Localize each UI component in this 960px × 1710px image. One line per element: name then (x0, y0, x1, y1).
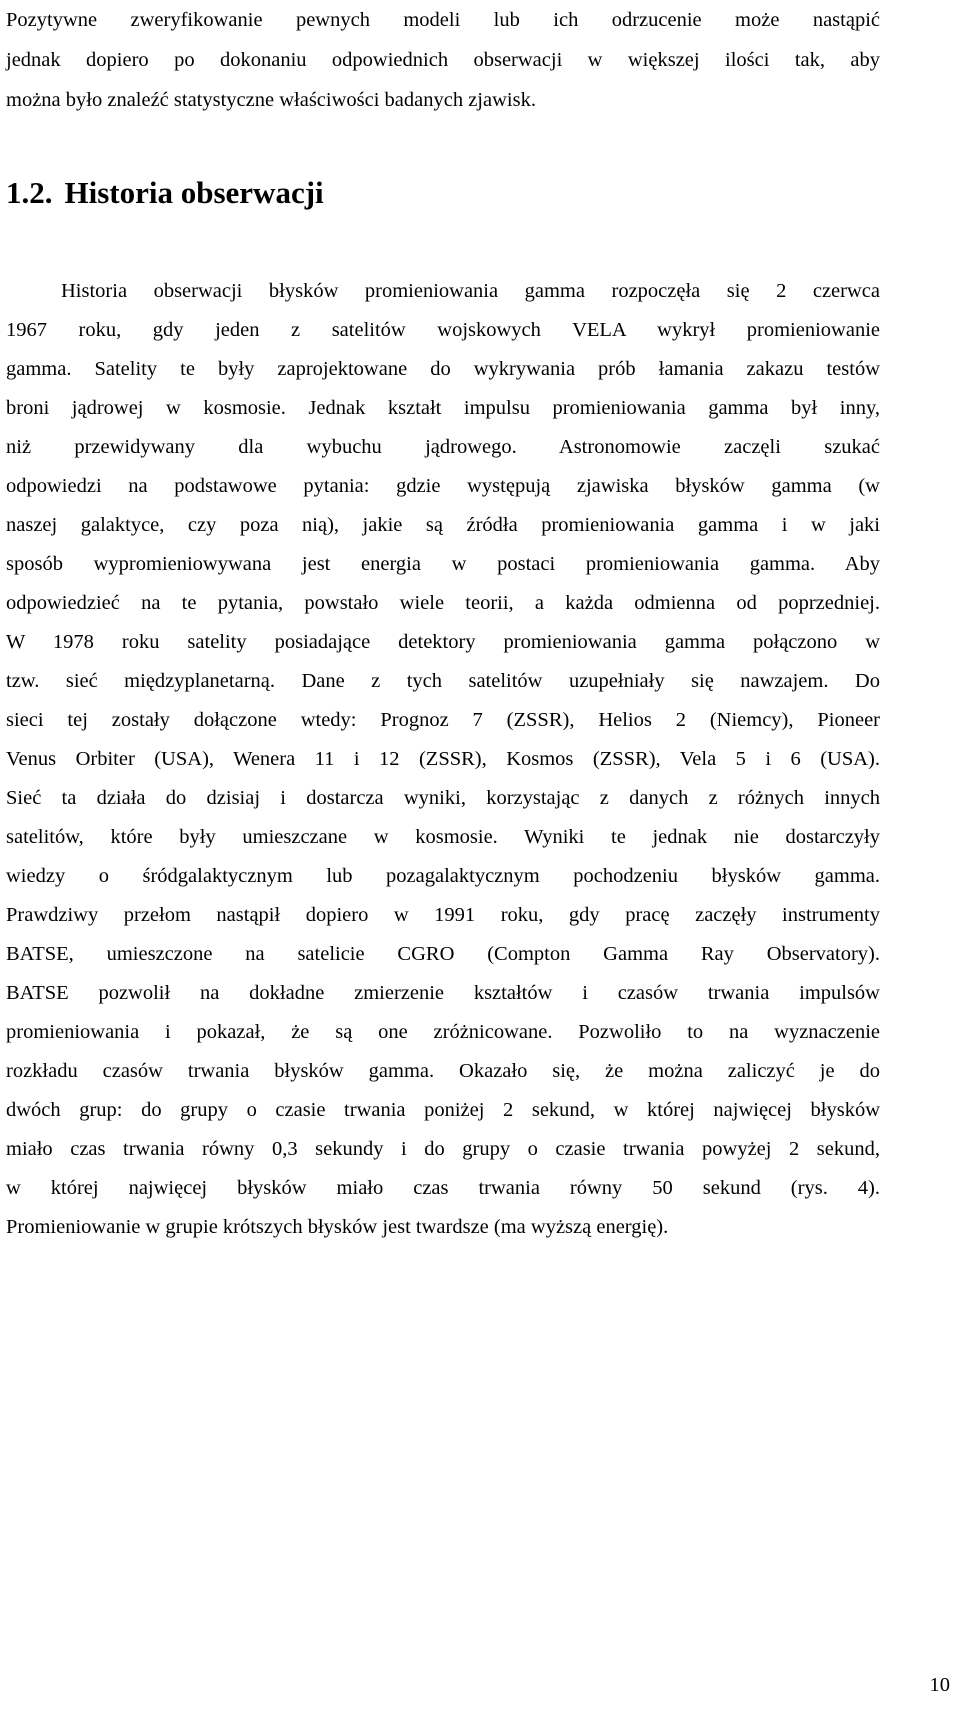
paragraph-line: sposób wypromieniowywana jest energia w postaci promieniowania gamma. Aby (6, 553, 880, 575)
section-heading (6, 171, 324, 215)
paragraph-line: Venus Orbiter (USA), Wenera 11 i 12 (ZSSR), Kosmos (ZSSR), Vela 5 i 6 (USA). (6, 748, 880, 770)
paragraph-line: można było znaleźć statystyczne właściwości badanych zjawisk. (6, 89, 536, 111)
intro-paragraph (6, 0, 880, 120)
paragraph-line: w której najwięcej błysków miało czas trwania równy 50 sekund (rys. 4). (6, 1177, 880, 1199)
paragraph-line: promieniowania i pokazał, że są one zróżnicowane. Pozwoliło to na wyznaczenie (6, 1021, 880, 1043)
paragraph-line: dwóch grup: do grupy o czasie trwania poniżej 2 sekund, w której najwięcej błysków (6, 1099, 880, 1121)
paragraph-line: sieci tej zostały dołączone wtedy: Prognoz 7 (ZSSR), Helios 2 (Niemcy), Pioneer (6, 709, 880, 731)
paragraph-line: Sieć ta działa do dzisiaj i dostarcza wyniki, korzystając z danych z różnych innych (6, 787, 880, 809)
paragraph-line: miało czas trwania równy 0,3 sekundy i do grupy o czasie trwania powyżej 2 sekund, (6, 1138, 880, 1160)
paragraph-line: Promieniowanie w grupie krótszych błysków jest twardsze (ma wyższą energię). (6, 1216, 669, 1238)
paragraph-line: niż przewidywany dla wybuchu jądrowego. Astronomowie zaczęli szukać (6, 436, 880, 458)
paragraph-line: wiedzy o śródgalaktycznym lub pozagalaktycznym pochodzeniu błysków gamma. (6, 865, 880, 887)
paragraph-line: Pozytywne zweryfikowanie pewnych modeli lub ich odrzucenie może nastąpić (6, 9, 880, 31)
paragraph-line: odpowiedzi na podstawowe pytania: gdzie występują zjawiska błysków gamma (w (6, 475, 880, 497)
paragraph-line: gamma. Satelity te były zaprojektowane do wykrywania prób łamania zakazu testów (6, 358, 880, 380)
paragraph-line: tzw. sieć międzyplanetarną. Dane z tych satelitów uzupełniały się nawzajem. Do (6, 670, 880, 692)
paragraph-line: broni jądrowej w kosmosie. Jednak kształt impulsu promieniowania gamma był inny, (6, 397, 880, 419)
page-number: 10 (929, 1674, 950, 1696)
paragraph-line: 1967 roku, gdy jeden z satelitów wojskowych VELA wykrył promieniowanie (6, 319, 880, 341)
section-number: 1.2. (6, 175, 53, 210)
paragraph-line: satelitów, które były umieszczane w kosmosie. Wyniki te jednak nie dostarczyły (6, 826, 880, 848)
body-paragraph (6, 272, 880, 1247)
paragraph-line: BATSE pozwolił na dokładne zmierzenie kształtów i czasów trwania impulsów (6, 982, 880, 1004)
paragraph-line: rozkładu czasów trwania błysków gamma. Okazało się, że można zaliczyć je do (6, 1060, 880, 1082)
paragraph-line: Historia obserwacji błysków promieniowania gamma rozpoczęła się 2 czerwca (61, 280, 880, 302)
section-title: Historia obserwacji (64, 175, 324, 210)
paragraph-line: naszej galaktyce, czy poza nią), jakie są źródła promieniowania gamma i w jaki (6, 514, 880, 536)
paragraph-line: W 1978 roku satelity posiadające detektory promieniowania gamma połączono w (6, 631, 880, 653)
paragraph-line: Prawdziwy przełom nastąpił dopiero w 1991 roku, gdy pracę zaczęły instrumenty (6, 904, 880, 926)
paragraph-line: jednak dopiero po dokonaniu odpowiednich obserwacji w większej ilości tak, aby (6, 49, 880, 71)
paragraph-line: odpowiedzieć na te pytania, powstało wiele teorii, a każda odmienna od poprzedniej. (6, 592, 880, 614)
paragraph-line: BATSE, umieszczone na satelicie CGRO (Compton Gamma Ray Observatory). (6, 943, 880, 965)
